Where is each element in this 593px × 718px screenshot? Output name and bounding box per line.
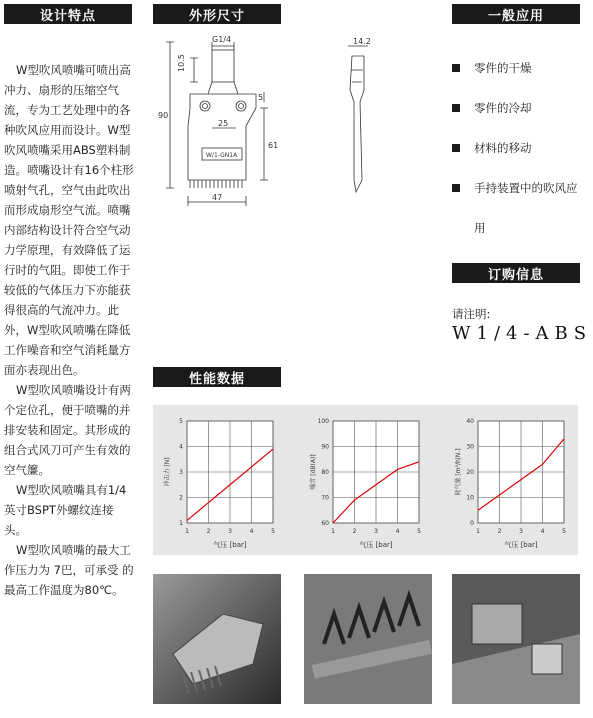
thickness-dimension-label: 14.2 (353, 37, 371, 46)
dimensions-header: 外形尺寸 (153, 4, 281, 24)
x-tick-label: 3 (374, 528, 378, 535)
x-axis-label: 气压 [bar] (359, 541, 393, 549)
x-tick-label: 4 (249, 528, 254, 535)
y-tick-label: 1 (179, 520, 183, 527)
y-tick-label: 60 (321, 520, 329, 527)
part-label: W/1-GN1A (206, 152, 238, 159)
y-tick-label: 30 (466, 443, 474, 451)
bullet-square-icon (452, 64, 460, 72)
y-tick-label: 100 (317, 418, 329, 425)
y-tick-label: 80 (321, 469, 329, 476)
x-tick-label: 1 (476, 528, 480, 535)
y-tick-label: 3 (179, 469, 183, 476)
y-tick-label: 5 (179, 418, 183, 425)
y-axis-label: 冲击力 [N] (164, 457, 171, 487)
x-tick-label: 3 (519, 528, 523, 535)
bullet-square-icon (452, 104, 460, 112)
list-item (452, 60, 592, 76)
bullet-square-icon (452, 184, 460, 192)
y-axis-label: 噪音 [dB(A)] (310, 454, 317, 490)
y-axis-label: 耗气量 [m³/h|N.] (455, 448, 462, 496)
x-tick-label: 1 (331, 528, 335, 535)
list-item (452, 100, 592, 116)
application-label: 零件的干燥 (474, 61, 532, 75)
x-tick-label: 2 (352, 528, 357, 535)
product-photo-3 (452, 574, 580, 704)
y-tick-label: 4 (179, 443, 183, 451)
application-label: 零件的冷却 (474, 101, 532, 115)
y-tick-label: 20 (466, 469, 474, 476)
design-features-header: 设计特点 (4, 4, 132, 24)
dimension-drawing (150, 30, 450, 210)
y-tick-label: 90 (321, 443, 329, 451)
performance-charts (153, 405, 578, 555)
x-tick-label: 2 (206, 528, 211, 535)
y-tick-label: 70 (321, 494, 329, 502)
x-tick-label: 5 (271, 528, 275, 535)
design-features-text (4, 60, 134, 600)
application-label: 手持装置中的吹风应用 (474, 181, 578, 235)
thread-dimension-label: G1/4 (212, 35, 232, 44)
x-tick-label: 5 (417, 528, 421, 535)
product-photo-1 (153, 574, 281, 704)
order-note: 请注明: (452, 307, 491, 321)
x-tick-label: 3 (228, 528, 232, 535)
y-tick-label: 40 (466, 418, 474, 425)
general-applications-header: 一般应用 (452, 4, 580, 24)
applications-list (452, 60, 592, 272)
x-tick-label: 4 (395, 528, 400, 535)
y-tick-label: 0 (470, 520, 474, 527)
hole-offset-label: 5 (258, 93, 264, 102)
list-item (452, 140, 592, 156)
y-tick-label: 2 (179, 494, 183, 502)
height-dimension-label: 90 (158, 111, 169, 120)
width-dimension-label: 47 (212, 193, 223, 202)
x-axis-label: 气压 [bar] (213, 541, 247, 549)
x-tick-label: 1 (185, 528, 189, 535)
intro-paragraph: W型吹风喷嘴具有1/4英寸BSPT外螺纹连接头。 (4, 483, 127, 537)
bullet-square-icon (452, 144, 460, 152)
hole-spacing-label: 25 (218, 119, 229, 128)
application-label: 材料的移动 (474, 141, 532, 155)
x-tick-label: 2 (497, 528, 502, 535)
order-code: W1/4-ABS (452, 323, 593, 344)
intro-paragraph: W型吹风喷嘴可喷出高冲力、扇形的压缩空气流，专为工艺处理中的各种吹风应用而设计。W型吹风喷嘴采用ABS塑料制造。喷嘴设计有16个柱形喷射气孔，空气由此吹出而形成扇形空气流。喷嘴内部结构设计符合空气动力学原理，有效降低了运行时的气阻。即使工作于较低的气体压力下亦能获得很高的气流冲力。此外，W型吹风喷嘴在降低工作噪音和空气消耗量方面亦表现出色。 (4, 63, 134, 377)
list-item (452, 180, 592, 248)
performance-header: 性能数据 (153, 367, 281, 387)
product-photo-2 (304, 574, 432, 704)
x-tick-label: 4 (540, 528, 545, 535)
order-info-header: 订购信息 (452, 263, 580, 283)
intro-paragraph: W型吹风喷嘴的最大工作压力为 7巴，可承受 的最高工作温度为80℃。 (4, 543, 134, 597)
intro-paragraph: W型吹风喷嘴设计有两个定位孔，便于喷嘴的并排安装和固定。其形成的组合式风刀可产生有效的空气簾。 (4, 383, 131, 477)
body-height-label: 61 (268, 141, 279, 150)
performance-panel (153, 405, 578, 555)
x-axis-label: 气压 [bar] (504, 541, 538, 549)
x-tick-label: 5 (562, 528, 566, 535)
y-tick-label: 10 (466, 494, 474, 502)
neck-dimension-label: 10.5 (177, 54, 186, 72)
